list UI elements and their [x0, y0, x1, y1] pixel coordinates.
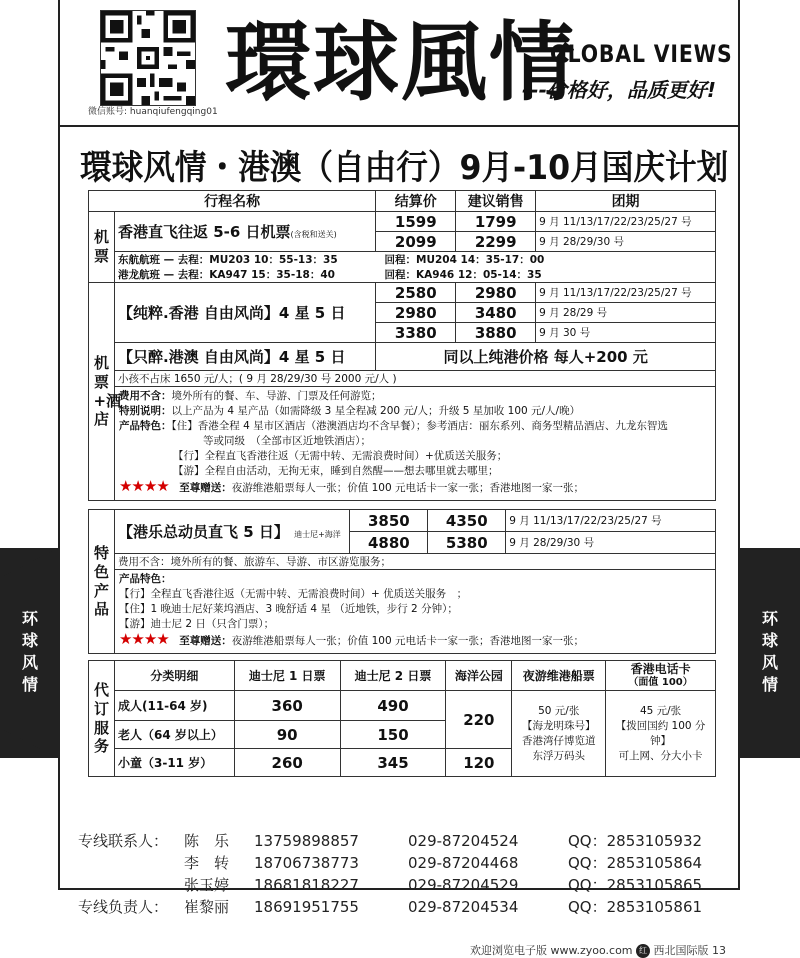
table-cell: 220	[446, 691, 512, 749]
table-cell: 345	[340, 749, 446, 777]
table-cell: 3380	[376, 323, 456, 343]
side-tab-right	[740, 548, 800, 758]
table-cell: 2299	[456, 232, 536, 252]
section-hotel-label: 机票+酒店	[89, 283, 115, 501]
section-air-label: 机票	[89, 212, 115, 283]
price-table	[88, 190, 716, 501]
special-exclude: 费用不含：境外所有的餐、旅游车、导游、市区游览服务；	[114, 554, 715, 570]
col-header-dates: 团期	[536, 191, 716, 212]
table-cell: 1799	[456, 212, 536, 232]
section-special-label: 特色产品	[89, 510, 115, 654]
phonecard-info: 45 元/张 【拨回国约 100 分钟】 可上网、分大小卡	[606, 691, 716, 777]
col-header-ocean: 海洋公园	[446, 661, 512, 691]
col-header-disney1: 迪士尼 1 日票	[234, 661, 340, 691]
table-cell: 90	[234, 721, 340, 749]
table-cell: 9 月 11/13/17/22/23/25/27 号	[506, 510, 716, 532]
booking-table	[88, 660, 716, 777]
side-tab-left-text: 环球风情	[21, 609, 38, 694]
star-rating-icon: ★★★★	[118, 630, 169, 648]
wechat-account: 微信账号: huanqiufengqing01	[88, 107, 218, 117]
side-tab-right-text: 环球风情	[761, 609, 778, 694]
section-booking-label: 代订服务	[89, 661, 115, 777]
table-cell: 9 月 11/13/17/22/23/25/27 号	[536, 283, 716, 303]
table-cell: 3480	[456, 303, 536, 323]
table-cell: 490	[340, 691, 446, 721]
table-cell: 5380	[428, 532, 506, 554]
badge-icon: 红	[636, 944, 650, 958]
child-price: 小孩不占床 1650 元/人；( 9 月 28/29/30 号 2000 元/人 )	[114, 371, 715, 387]
table-cell: 360	[234, 691, 340, 721]
col-header-boat: 夜游维港船票	[512, 661, 606, 691]
table-cell: 老人（64 岁以上）	[114, 721, 234, 749]
table-cell: 2099	[376, 232, 456, 252]
boat-info: 50 元/张 【海龙明珠号】 香港湾仔博览道 东浮万码头	[512, 691, 606, 777]
table-cell: 260	[234, 749, 340, 777]
footer-edition: 西北国际版	[653, 944, 709, 957]
flight-info-2: 港龙航班 — 去程：KA947 15：35-18：40 回程：KA946 12：05-14：35	[114, 267, 715, 283]
table-cell: 3880	[456, 323, 536, 343]
col-header-phonecard: 香港电话卡 （面值 100）	[606, 661, 716, 691]
table-cell: 4350	[428, 510, 506, 532]
special-notes: 产品特色： 【行】全程直飞香港往返（无需中转、无需浪费时间）+ 优质送关服务 ； 【住】1 晚迪士尼好莱坞酒店、3 晚舒适 4 星 （近地铁，步行 2 分钟）； 【游】迪士尼 2 日（只含门票）； ★★★★ 至尊赠送：夜游维港船票每人一张；价值 100 元电话卡一家一张；香港地图一家一张；	[114, 570, 715, 654]
hotel-product-1: 【纯粹.香港 自由风尚】4 星 5 日	[114, 283, 375, 343]
table-cell: 9 月 28/29/30 号	[536, 232, 716, 252]
special-product-table	[88, 509, 716, 654]
col-header-name: 行程名称	[89, 191, 376, 212]
col-header-settle: 结算价	[376, 191, 456, 212]
table-cell: 成人(11-64 岁)	[114, 691, 234, 721]
table-cell: 9 月 11/13/17/22/23/25/27 号	[536, 212, 716, 232]
star-rating-icon: ★★★★	[118, 477, 169, 495]
footer-text: 欢迎浏览电子版 www.zyoo.com	[470, 944, 633, 957]
slogan: ---价格好，品质更好!	[522, 78, 717, 102]
footer	[470, 942, 726, 958]
table-cell: 9 月 28/29/30 号	[506, 532, 716, 554]
table-cell: 9 月 28/29 号	[536, 303, 716, 323]
table-cell: 150	[340, 721, 446, 749]
flight-info-1: 东航航班 — 去程：MU203 10：55-13：35 回程：MU204 14：35-17：00	[114, 252, 715, 268]
table-cell: 9 月 30 号	[536, 323, 716, 343]
air-product: 香港直飞往返 5-6 日机票(含税和送关)	[114, 212, 375, 252]
table-cell: 120	[446, 749, 512, 777]
hotel-product-2: 【只醉.港澳 自由风尚】4 星 5 日	[114, 343, 375, 371]
col-header-suggest: 建议销售	[456, 191, 536, 212]
global-views-logo: GLOBAL VIEWS	[550, 40, 733, 68]
table-cell: 2980	[456, 283, 536, 303]
hotel-product-2-price: 同以上纯港价格 每人+200 元	[376, 343, 716, 371]
qr-code-icon	[100, 10, 196, 106]
col-header-disney2: 迪士尼 2 日票	[340, 661, 446, 691]
table-cell: 2580	[376, 283, 456, 303]
table-cell: 3850	[350, 510, 428, 532]
hotel-notes: 费用不含：境外所有的餐、车、导游、门票及任何游览； 特别说明：以上产品为 4 星产品（如需降级 3 星全程减 200 元/人；升级 5 星加收 100 元/人/晚） 产品特色：【住】香港全程 4 星市区酒店（港澳酒店均不含早餐）；参考酒店：丽东系列、商务型精品酒店、九龙东智选 等或同级 （全部市区近地铁酒店）； 【行】全程直飞香港往返（无需中转、无需浪费时间）+优质送关服务； 【游】全程自由活动，无拘无束，睡到自然醒——想去哪里就去哪里； ★★★★ 至尊赠送：夜游维港船票每人一张；价值 100 元电话卡一家一张；香港地图一家一张；	[114, 387, 715, 501]
header-divider	[58, 125, 740, 127]
special-product: 【港乐总动员直飞 5 日】 迪士尼+海洋	[114, 510, 349, 554]
table-cell: 4880	[350, 532, 428, 554]
page-number: 13	[712, 944, 727, 957]
table-cell: 2980	[376, 303, 456, 323]
col-header-category: 分类明细	[114, 661, 234, 691]
table-cell: 1599	[376, 212, 456, 232]
table-cell: 小童（3-11 岁）	[114, 749, 234, 777]
page-title: 環球风情・港澳（自由行）9月-10月国庆计划	[80, 148, 729, 188]
brand-logo: 環球風情	[225, 12, 577, 113]
side-tab-left	[0, 548, 58, 758]
